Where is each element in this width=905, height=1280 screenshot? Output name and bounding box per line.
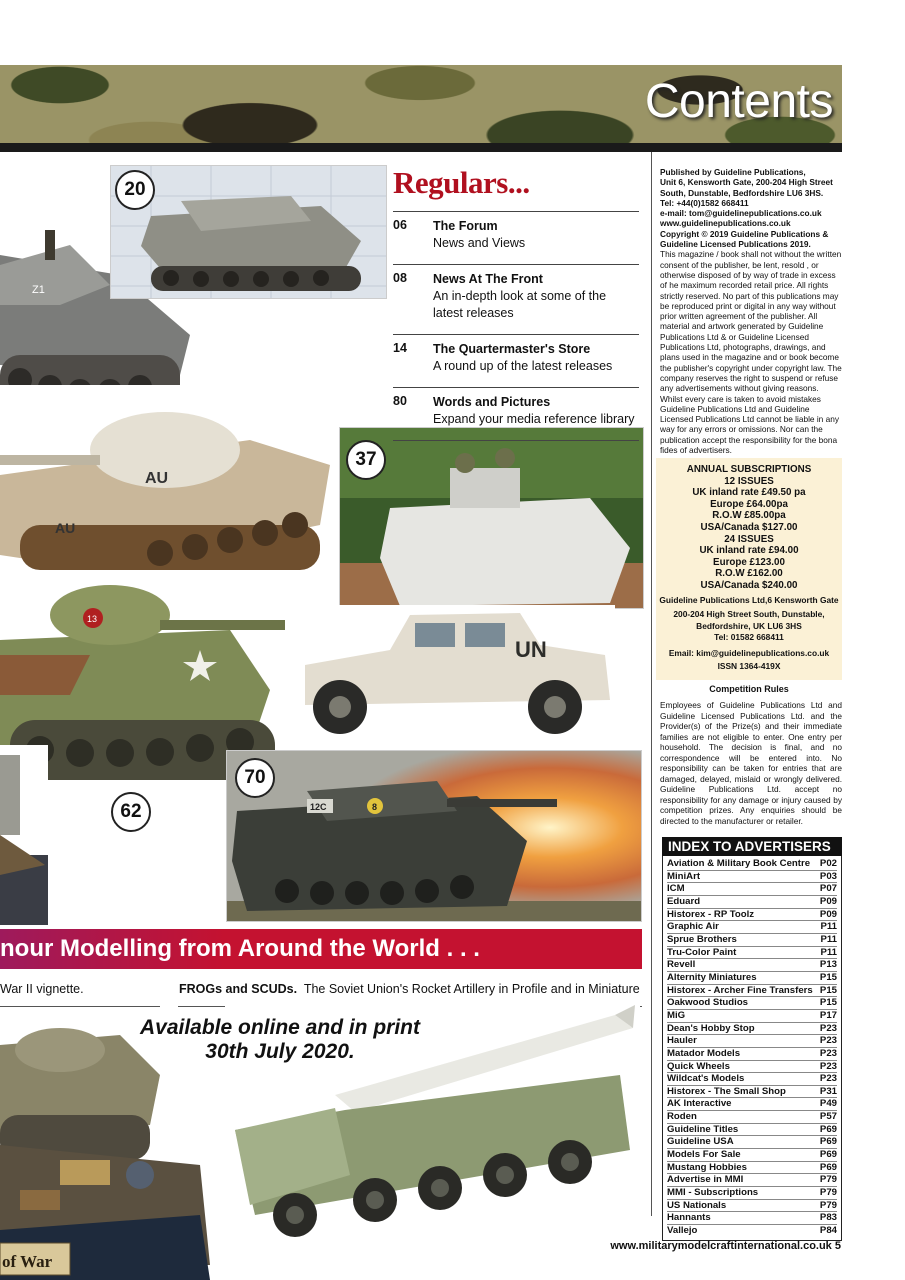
advertiser-page: P69 <box>819 1149 837 1161</box>
advertiser-page: P11 <box>820 921 837 933</box>
advertisers-list <box>662 856 842 1241</box>
subs-line: R.O.W £162.00 <box>715 568 783 580</box>
advertiser-name: Sprue Brothers <box>667 933 737 945</box>
header-divider <box>0 143 842 152</box>
advertiser-row[interactable] <box>667 909 837 922</box>
availability-notice <box>130 1016 430 1064</box>
caption-right <box>179 982 640 996</box>
subs-issn: ISSN 1364-419X <box>717 661 781 672</box>
subs-line: R.O.W £85.00pa <box>712 510 786 522</box>
regular-description: An in-depth look at some of the latest releases <box>433 289 607 320</box>
advertiser-name: Tru-Color Paint <box>667 946 737 958</box>
vehicle-marking-13: 13 <box>87 614 98 624</box>
subs-address: Bedfordshire, UK LU6 3HS <box>696 620 802 631</box>
subs-phone: Tel: 01582 668411 <box>714 632 784 643</box>
advertiser-page: P09 <box>819 895 837 907</box>
regular-description: A round up of the latest releases <box>433 359 613 373</box>
advertiser-name: Advertise in MMI <box>667 1174 744 1186</box>
advertiser-name: MMI - Subscriptions <box>667 1187 759 1199</box>
competition-rules: Employees of Guideline Publications Ltd and Guideline Licensed Publications Ltd. and the Provider(s) of the Prize(s) and their immediate families are not eligible to enter. One entry per household. The decision is final, and no correspondence will be entered into. No responsibility can be taken for entries that are damaged, delayed, mislaid or wrongly delivered. Guideline Publications Ltd. accept no responsibility for any damage or injury caused by competition prizes. Any enquiries should be directed to the manufacturer or retailer. <box>660 700 842 826</box>
advertiser-row[interactable] <box>667 959 837 972</box>
publisher-line: Unit 6, Kensworth Gate, 200-204 High Street <box>660 177 833 188</box>
advertisers-title: INDEX TO ADVERTISERS <box>662 837 842 856</box>
advertiser-name: Historex - The Small Shop <box>667 1085 786 1097</box>
advertiser-row[interactable] <box>667 921 837 934</box>
advertiser-name: Oakwood Studios <box>667 997 749 1009</box>
advertiser-name: Models For Sale <box>667 1149 741 1161</box>
page-badge-37: 37 <box>346 440 386 480</box>
advertiser-name: Graphic Air <box>667 921 719 933</box>
subs-line: USA/Canada $240.00 <box>700 579 798 591</box>
advertiser-name: Dean's Hobby Stop <box>667 1022 755 1034</box>
advertiser-name: US Nationals <box>667 1199 727 1211</box>
regular-page-number: 14 <box>393 341 407 355</box>
subs-address: 200-204 High Street South, Dunstable, <box>673 609 825 620</box>
advertiser-page: P23 <box>819 1035 837 1047</box>
advertiser-page: P31 <box>819 1085 837 1097</box>
column-divider <box>651 152 652 1216</box>
advertiser-row[interactable] <box>667 1111 837 1124</box>
page-badge-70: 70 <box>235 758 275 798</box>
caption-left: War II vignette. <box>0 982 84 996</box>
advertiser-page: P79 <box>819 1199 837 1211</box>
advertiser-page: P69 <box>819 1136 837 1148</box>
advertiser-row[interactable] <box>667 1010 837 1023</box>
publisher-email[interactable]: e-mail: tom@guidelinepublications.co.uk <box>660 208 822 219</box>
vehicle-marking-12c: 12C <box>310 802 327 812</box>
advertiser-name: Wildcat's Models <box>667 1073 745 1085</box>
regular-item[interactable] <box>393 264 639 334</box>
advertiser-name: Roden <box>667 1111 697 1123</box>
regulars-title: Regulars... <box>393 165 530 200</box>
advertiser-page: P13 <box>819 959 837 971</box>
footer-url[interactable]: www.militarymodelcraftinternational.co.uk <box>610 1240 832 1252</box>
advertiser-row[interactable] <box>667 871 837 884</box>
subs-line: USA/Canada $127.00 <box>700 521 798 533</box>
regular-description: News and Views <box>433 236 526 250</box>
regular-name: Words and Pictures <box>433 395 551 409</box>
advertiser-page: P23 <box>819 1060 837 1072</box>
subs-line: 12 ISSUES <box>724 475 774 487</box>
advertiser-name: Hannants <box>667 1212 711 1224</box>
advertiser-row[interactable] <box>667 1048 837 1061</box>
regular-item[interactable] <box>393 211 639 264</box>
availability-date: 30th July 2020. <box>205 1040 355 1063</box>
advertiser-page: P69 <box>819 1123 837 1135</box>
advertiser-row[interactable] <box>667 1174 837 1187</box>
advertiser-row[interactable] <box>667 1136 837 1149</box>
advertiser-row[interactable] <box>667 1023 837 1036</box>
regular-item[interactable] <box>393 334 639 387</box>
publisher-line: Copyright © 2019 Guideline Publications & <box>660 228 829 239</box>
subs-line: 24 ISSUES <box>724 533 774 545</box>
advertiser-page: P79 <box>819 1174 837 1186</box>
page-badge-20: 20 <box>115 170 155 210</box>
availability-line-1: Available online and in print <box>139 1016 421 1039</box>
au-tank-photo <box>0 385 335 585</box>
subs-line: UK inland rate £94.00 <box>699 545 799 557</box>
regular-page-number: 08 <box>393 271 407 285</box>
caption-rule-left <box>0 1006 160 1007</box>
advertiser-name: Alternity Miniatures <box>667 971 757 983</box>
advertiser-row[interactable] <box>667 1061 837 1074</box>
advertiser-page: P79 <box>819 1187 837 1199</box>
advertiser-row[interactable] <box>667 858 837 871</box>
advertiser-name: Aviation & Military Book Centre <box>667 858 811 869</box>
diorama-edge-photo <box>0 745 48 925</box>
regular-page-number: 80 <box>393 394 407 408</box>
regular-item[interactable] <box>393 387 639 441</box>
subscriptions-box <box>656 458 842 680</box>
publisher-line: South, Dunstable, Bedfordshire LU6 3HS. <box>660 187 824 198</box>
advertiser-row[interactable] <box>667 1149 837 1162</box>
vehicle-marking-z1: Z1 <box>32 284 45 296</box>
advertiser-row[interactable] <box>667 1187 837 1200</box>
regular-name: The Forum <box>433 219 498 233</box>
advertiser-row[interactable] <box>667 985 837 998</box>
advertiser-name: ICM <box>667 883 685 895</box>
advertiser-name: Eduard <box>667 895 701 907</box>
advertiser-row[interactable] <box>667 997 837 1010</box>
subs-address: Guideline Publications Ltd,6 Kensworth Gate <box>659 594 839 605</box>
subs-line: Europe £123.00 <box>713 556 785 568</box>
advertiser-page: P69 <box>819 1161 837 1173</box>
advertiser-page: P15 <box>819 984 837 996</box>
publisher-legal-text: This magazine / book shall not without the written consent of the publisher, be lent, resold , or otherwise disposed of by way of trade in excess of he maximum recorded retail price. All rights strictly reserved. No part of this publications may be reproduced print or digital in any way without prior written agreement of the publisher. All material and artwork generated by Guideline Publications Ltd & or Guideline Licensed Publications Ltd, photographs, drawings, and plans used in the magazine and or book become the publisher's copyright under copyright law. The company reserves the right to suspend or refuse any advertisements without giving reasons. Whilst every care is taken to avoid mistakes Guideline Publications Ltd and Guideline Licensed Publications Ltd cannot be liable in any way for any errors or omissions. Nor can the publication accept the responsibility for the bona fides of advertisers. <box>660 249 842 456</box>
diorama-sign-text: of War <box>2 1252 53 1271</box>
advertiser-row[interactable] <box>667 972 837 985</box>
regular-page-number: 06 <box>393 218 407 232</box>
vehicle-marking-au-hull: AU <box>55 520 76 536</box>
advertiser-page: P02 <box>819 858 837 869</box>
publisher-phone: Tel: +44(0)1582 668411 <box>660 197 749 208</box>
advertiser-name: Matador Models <box>667 1047 741 1059</box>
advertiser-name: Hauler <box>667 1035 697 1047</box>
preview-banner: nour Modelling from Around the World . . . <box>0 929 642 969</box>
advertiser-page: P83 <box>819 1212 837 1224</box>
advertiser-name: Historex - Archer Fine Transfers <box>667 984 813 996</box>
advertiser-row[interactable] <box>667 1162 837 1175</box>
subs-email[interactable]: Email: kim@guidelinepublications.co.uk <box>668 647 830 658</box>
challenger-tank-photo <box>226 750 642 922</box>
advertiser-row[interactable] <box>667 1086 837 1099</box>
advertiser-name: Quick Wheels <box>667 1060 730 1072</box>
page-badge-62: 62 <box>111 792 151 832</box>
advertiser-row[interactable] <box>667 1098 837 1111</box>
advertiser-name: MiG <box>667 1009 686 1021</box>
advertiser-page: P84 <box>819 1225 837 1237</box>
publisher-line: Published by Guideline Publications, <box>660 167 806 177</box>
advertiser-page: P03 <box>819 870 837 882</box>
publisher-line: Guideline Licensed Publications 2019. <box>660 239 811 250</box>
advertiser-page: P07 <box>819 883 837 895</box>
subs-line: Europe £64.00pa <box>710 498 788 510</box>
advertiser-name: Guideline USA <box>667 1136 734 1148</box>
advertiser-name: Revell <box>667 959 696 971</box>
advertiser-page: P23 <box>819 1047 837 1059</box>
publisher-info <box>660 167 842 455</box>
advertiser-row[interactable] <box>667 1212 837 1225</box>
advertiser-row[interactable] <box>667 1124 837 1137</box>
advertiser-name: AK Interactive <box>667 1098 732 1110</box>
page-title: Contents <box>644 75 833 128</box>
advertiser-page: P17 <box>819 1009 837 1021</box>
advertiser-row[interactable] <box>667 1035 837 1048</box>
advertiser-name: MiniArt <box>667 870 701 882</box>
advertiser-page: P23 <box>819 1073 837 1085</box>
subs-line: UK inland rate £49.50 pa <box>692 487 806 499</box>
regulars-section <box>393 165 639 441</box>
regular-name: The Quartermaster's Store <box>433 342 591 356</box>
vehicle-marking-8: 8 <box>372 802 378 812</box>
advertisers-index <box>662 837 842 1241</box>
caption-right-text: The Soviet Union's Rocket Artillery in Profile and in Miniature <box>303 982 640 996</box>
vehicle-marking-un: UN <box>515 637 547 662</box>
advertiser-row[interactable] <box>667 947 837 960</box>
advertiser-row[interactable] <box>667 1225 837 1237</box>
advertiser-name: Vallejo <box>667 1225 698 1237</box>
competition-title: Competition Rules <box>709 684 789 694</box>
advertiser-name: Historex - RP Toolz <box>667 908 755 920</box>
un-humvee-photo <box>300 605 615 740</box>
advertiser-page: P49 <box>819 1098 837 1110</box>
publisher-website[interactable]: www.guidelinepublications.co.uk <box>660 218 791 229</box>
advertiser-row[interactable] <box>667 1200 837 1213</box>
advertiser-page: P23 <box>819 1022 837 1034</box>
advertiser-page: P15 <box>819 997 837 1009</box>
subs-heading: ANNUAL SUBSCRIPTIONS <box>686 464 812 475</box>
advertiser-page: P15 <box>819 971 837 983</box>
advertiser-row[interactable] <box>667 1073 837 1086</box>
regular-description: Expand your media reference library <box>433 412 635 426</box>
caption-right-title: FROGs and SCUDs. <box>179 982 298 996</box>
vehicle-marking-au: AU <box>145 470 169 487</box>
advertiser-row[interactable] <box>667 934 837 947</box>
page-number: 5 <box>834 1240 841 1252</box>
advertiser-page: P57 <box>819 1111 837 1123</box>
advertiser-row[interactable] <box>667 883 837 896</box>
advertiser-name: Guideline Titles <box>667 1123 739 1135</box>
advertiser-name: Mustang Hobbies <box>667 1161 747 1173</box>
advertiser-page: P11 <box>820 946 837 958</box>
advertiser-page: P11 <box>820 933 837 945</box>
regular-name: News At The Front <box>433 272 543 286</box>
advertiser-page: P09 <box>819 908 837 920</box>
advertiser-row[interactable] <box>667 896 837 909</box>
page-footer <box>610 1240 841 1252</box>
